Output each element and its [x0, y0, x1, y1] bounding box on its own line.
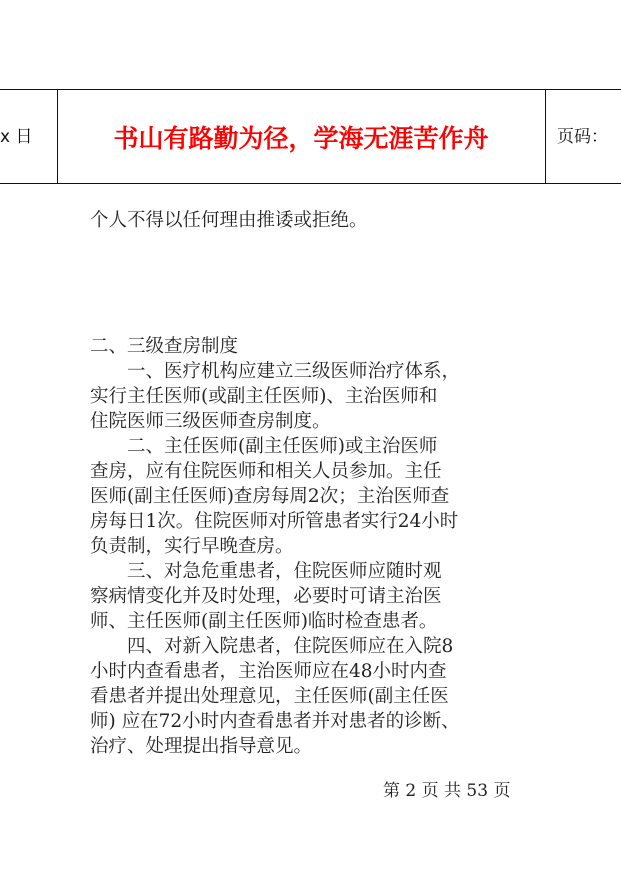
body-line: 医师(副主任医师)查房每周2次；主治医师查 — [90, 486, 450, 507]
body-line: 住院医师三级医师查房制度。 — [90, 411, 331, 432]
body-line: 小时内查看患者，主治医师应在48小时内查 — [90, 661, 447, 682]
body-line: 实行主任医师(或副主任医师)、主治医师和 — [90, 386, 438, 407]
body-line: 三、对急危重患者，住院医师应随时观 — [90, 561, 442, 582]
body-line: 查房，应有住院医师和相关人员参加。主任 — [90, 461, 442, 482]
body-line: 一、医疗机构应建立三级医师治疗体系， — [90, 361, 461, 382]
body-line: 二、主任医师(副主任医师)或主治医师 — [90, 436, 438, 457]
page-number-footer: 第 2 页 共 53 页 — [383, 781, 511, 801]
body-line: 师) 应在72小时内查看患者并对患者的诊断、 — [90, 711, 460, 732]
body-line: 个人不得以任何理由推诿或拒绝。 — [90, 210, 368, 231]
header-motto-title: 书山有路勤为径，学海无涯苦作舟 — [113, 124, 489, 153]
body-line: 察病情变化并及时处理，必要时可请主治医 — [90, 586, 442, 607]
section-heading: 二、三级查房制度 — [90, 336, 239, 357]
body-line: 负责制，实行早晚查房。 — [90, 536, 294, 557]
body-line: 四、对新入院患者，住院医师应在入院8 — [90, 636, 454, 657]
body-line: 看患者并提出处理意见，主任医师(副主任医 — [90, 686, 449, 707]
body-line: 房每日1次。住院医师对所管患者实行24小时 — [90, 511, 459, 532]
page-header — [0, 89, 621, 184]
header-date-text: x 日 — [0, 127, 33, 147]
header-page-label: 页码： — [557, 127, 608, 147]
body-line: 师、主任医师(副主任医师)临时检查患者。 — [90, 611, 438, 632]
body-line: 治疗、处理提出指导意见。 — [90, 736, 313, 757]
header-divider-right — [545, 90, 546, 183]
